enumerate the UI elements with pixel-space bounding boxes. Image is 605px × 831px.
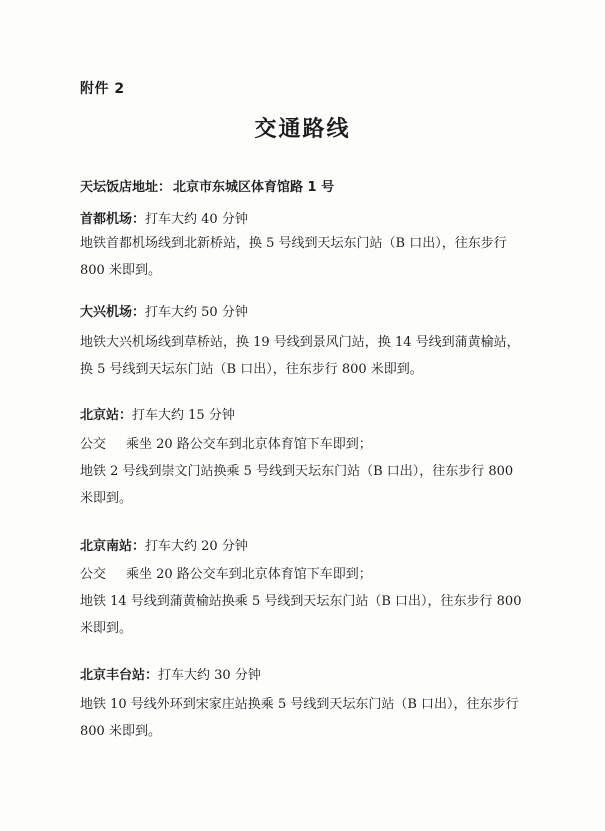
station-name: 北京南站： <box>80 539 146 554</box>
bus-route-line <box>80 431 550 458</box>
section-heading <box>80 404 550 428</box>
subway-route-line-1: 地铁大兴机场线到草桥站，换 19 号线到景风门站，换 14 号线到蒲黄榆站， <box>80 335 520 350</box>
subway-route-line-1: 地铁首都机场线到北新桥站，换 5 号线到天坛东门站（B 口出），往东步行 <box>80 236 507 251</box>
bus-mode-label: 公交 <box>80 437 107 452</box>
section-heading <box>80 664 550 688</box>
subway-route-line-1: 地铁 2 号线到崇文门站换乘 5 号线到天坛东门站（B 口出），往东步行 800 <box>80 464 514 479</box>
subway-route-line-2: 米即到。 <box>80 491 133 506</box>
section-heading <box>80 535 550 559</box>
station-name: 北京丰台站： <box>80 668 159 683</box>
station-name: 北京站： <box>80 408 133 423</box>
route-section-beijing-station <box>80 404 550 512</box>
route-section-beijing-south-station <box>80 535 550 642</box>
bus-route-text: 乘坐 20 路公交车到北京体育馆下车即到； <box>126 567 372 582</box>
route-section-beijing-fengtai-station <box>80 664 550 745</box>
hotel-address <box>80 176 334 195</box>
page-title: 交通路线 <box>254 117 351 142</box>
taxi-time: 打车大约 15 分钟 <box>132 408 235 423</box>
subway-route-line-2: 换 5 号线到天坛东门站（B 口出），往东步行 800 米即到。 <box>80 362 423 377</box>
station-name: 大兴机场： <box>80 305 146 320</box>
route-section-capital-airport <box>80 208 550 284</box>
subway-route-line-2: 米即到。 <box>80 621 133 636</box>
taxi-time: 打车大约 50 分钟 <box>145 305 248 320</box>
subway-route-line-2: 800 米即到。 <box>80 263 161 278</box>
subway-route-line-2: 800 米即到。 <box>80 724 161 739</box>
taxi-time: 打车大约 40 分钟 <box>145 212 248 227</box>
taxi-time: 打车大约 30 分钟 <box>158 668 261 683</box>
bus-route-text: 乘坐 20 路公交车到北京体育馆下车即到； <box>126 437 372 452</box>
section-heading <box>80 301 550 325</box>
subway-route-line-1: 地铁 14 号线到蒲黄榆站换乘 5 号线到天坛东门站（B 口出），往东步行 800 <box>80 594 522 609</box>
bus-route-line <box>80 561 550 588</box>
taxi-time: 打车大约 20 分钟 <box>145 539 248 554</box>
section-heading <box>80 208 550 232</box>
hotel-address-value: 北京市东城区体育馆路 1 号 <box>173 180 335 195</box>
hotel-address-label: 天坛饭店地址： <box>80 180 172 195</box>
bus-mode-label: 公交 <box>80 567 107 582</box>
attachment-label: 附件 2 <box>80 81 125 97</box>
subway-route-line-1: 地铁 10 号线外环到宋家庄站换乘 5 号线到天坛东门站（B 口出），往东步行 <box>80 697 519 712</box>
station-name: 首都机场： <box>80 212 146 227</box>
route-section-daxing-airport <box>80 301 550 383</box>
